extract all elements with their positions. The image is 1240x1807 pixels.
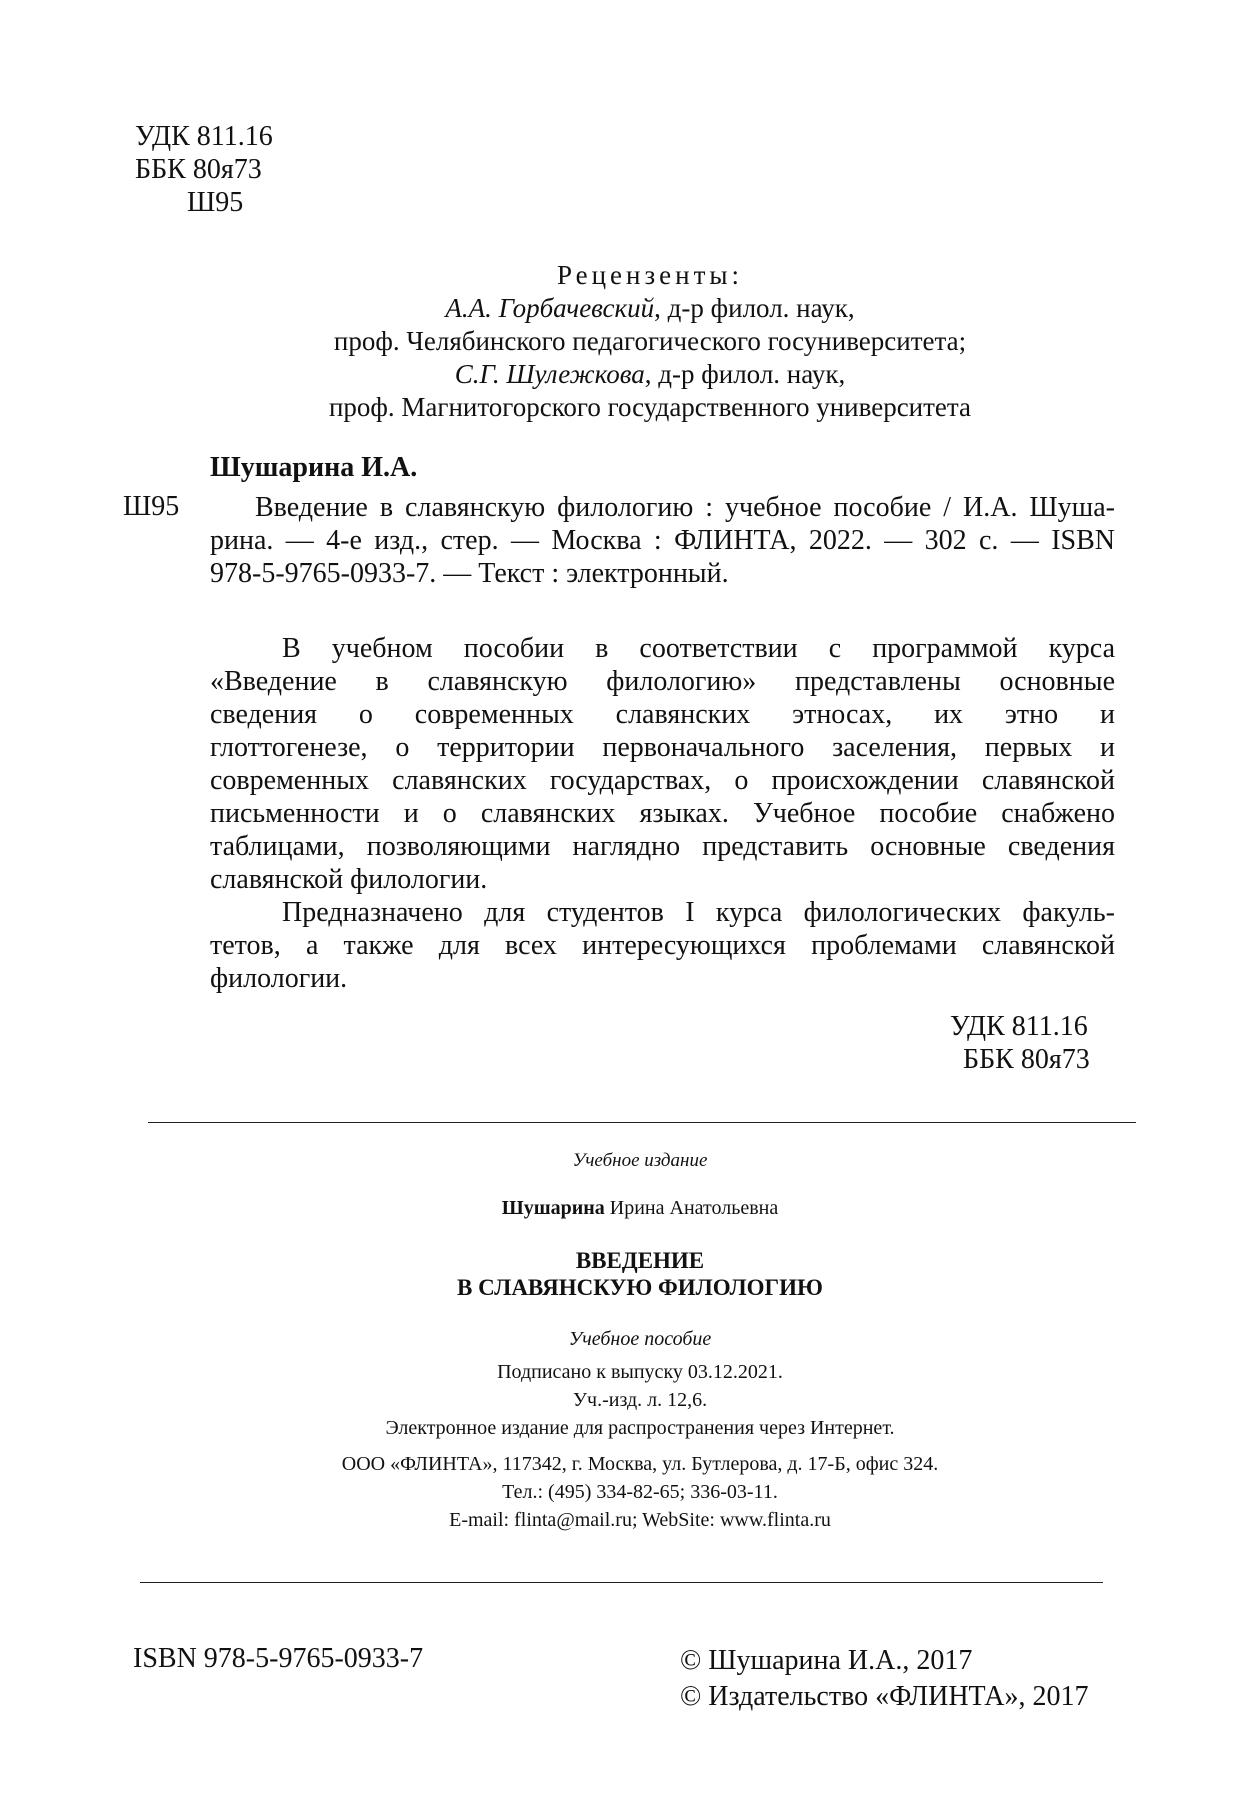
bibliographic-author-sign: Ш95 xyxy=(123,491,180,522)
divider-top xyxy=(148,1122,1136,1123)
classification-block xyxy=(135,120,273,219)
publisher-phone: Тел.: (495) 334-82-65; 336-03-11. xyxy=(502,1481,778,1503)
reviewer-2-degree: , д-р филол. наук, xyxy=(644,359,846,389)
reviewers-heading: Рецензенты: xyxy=(556,260,744,290)
publisher-sheets: Уч.-изд. л. 12,6. xyxy=(572,1389,708,1411)
book-genre: Учебное пособие xyxy=(568,1328,712,1350)
bbk-code-right: ББК 80я73 xyxy=(963,1044,1090,1075)
abstract-line: «Введение в славянскую филологию» представлены основные xyxy=(210,666,1115,697)
abstract-line: сведения о современных славянских этносах, их этно и xyxy=(210,699,1115,730)
reviewer-2-position: проф. Магнитогорского государственного университета xyxy=(328,392,972,422)
publisher-contacts: E-mail: flinta@mail.ru; WebSite: www.flinta.ru xyxy=(449,1509,831,1531)
copyright-author: © Шушарина И.А., 2017 xyxy=(680,1645,973,1676)
author-heading: Шушарина И.А. xyxy=(210,452,418,483)
biblio-line: рина. — 4-е изд., стер. — Москва : ФЛИНТА, 2022. — 302 с. — ISBN xyxy=(210,525,1115,556)
abstract-line: таблицами, позволяющими наглядно представить основные сведения xyxy=(210,831,1115,862)
copyright-block xyxy=(680,1643,1088,1715)
udk-code: УДК 811.16 xyxy=(135,121,273,152)
reviewer-1-position: проф. Челябинского педагогического госуниверситета; xyxy=(333,326,967,356)
biblio-line: 978-5-9765-0933-7. — Текст : электронный. xyxy=(210,558,729,589)
edition-type: Учебное издание xyxy=(572,1150,708,1171)
reviewer-1 xyxy=(200,292,1100,325)
abstract-line: Предназначено для студентов I курса филологических факуль- xyxy=(282,897,1115,928)
abstract-line: глоттогенезе, о территории первоначального заселения, первых и xyxy=(210,732,1115,763)
signed-date: Подписано к выпуску 03.12.2021. xyxy=(497,1361,783,1383)
abstract-line: письменности и о славянских языках. Учебное пособие снабжено xyxy=(210,798,1115,829)
bibliographic-description xyxy=(210,491,1115,590)
imprint-author-surname: Шушарина xyxy=(501,1197,605,1219)
reviewer-2 xyxy=(200,358,1100,391)
author-sign: Ш95 xyxy=(187,187,244,218)
abstract-line: современных славянских государствах, о происхождении славянской xyxy=(210,765,1115,796)
udk-code-right: УДК 811.16 xyxy=(950,1011,1088,1042)
book-title-line-1: ВВЕДЕНИЕ xyxy=(575,1248,705,1273)
biblio-line: Введение в славянскую филологию : учебное пособие / И.А. Шуша- xyxy=(255,492,1115,523)
isbn: ISBN 978-5-9765-0933-7 xyxy=(133,1643,424,1674)
imprint-author-given: Ирина Анатольевна xyxy=(604,1197,779,1219)
publisher-address: ООО «ФЛИНТА», 117342, г. Москва, ул. Бутлерова, д. 17-Б, офис 324. xyxy=(341,1453,939,1475)
distribution-note: Электронное издание для распространения через Интернет. xyxy=(385,1417,895,1439)
abstract-line: тетов, а также для всех интересующихся проблемами славянской xyxy=(210,930,1115,961)
reviewer-1-name: А.А. Горбачевский xyxy=(445,293,655,323)
abstract xyxy=(210,632,1115,995)
reviewer-1-degree: , д-р филол. наук, xyxy=(654,293,855,323)
book-title-line-2: В СЛАВЯНСКУЮ ФИЛОЛОГИЮ xyxy=(457,1275,823,1300)
abstract-line: В учебном пособии в соответствии с программой курса xyxy=(282,633,1115,664)
divider-bottom xyxy=(140,1582,1103,1583)
imprint-author xyxy=(140,1197,1140,1220)
abstract-line: славянской филологии. xyxy=(210,864,488,895)
copyright-publisher: © Издательство «ФЛИНТА», 2017 xyxy=(680,1681,1089,1712)
bbk-code: ББК 80я73 xyxy=(135,154,262,185)
reviewers-block xyxy=(200,259,1100,424)
abstract-line: филологии. xyxy=(210,963,348,994)
reviewer-2-name: С.Г. Шулежкова xyxy=(454,359,645,389)
classification-right xyxy=(950,1010,1090,1076)
